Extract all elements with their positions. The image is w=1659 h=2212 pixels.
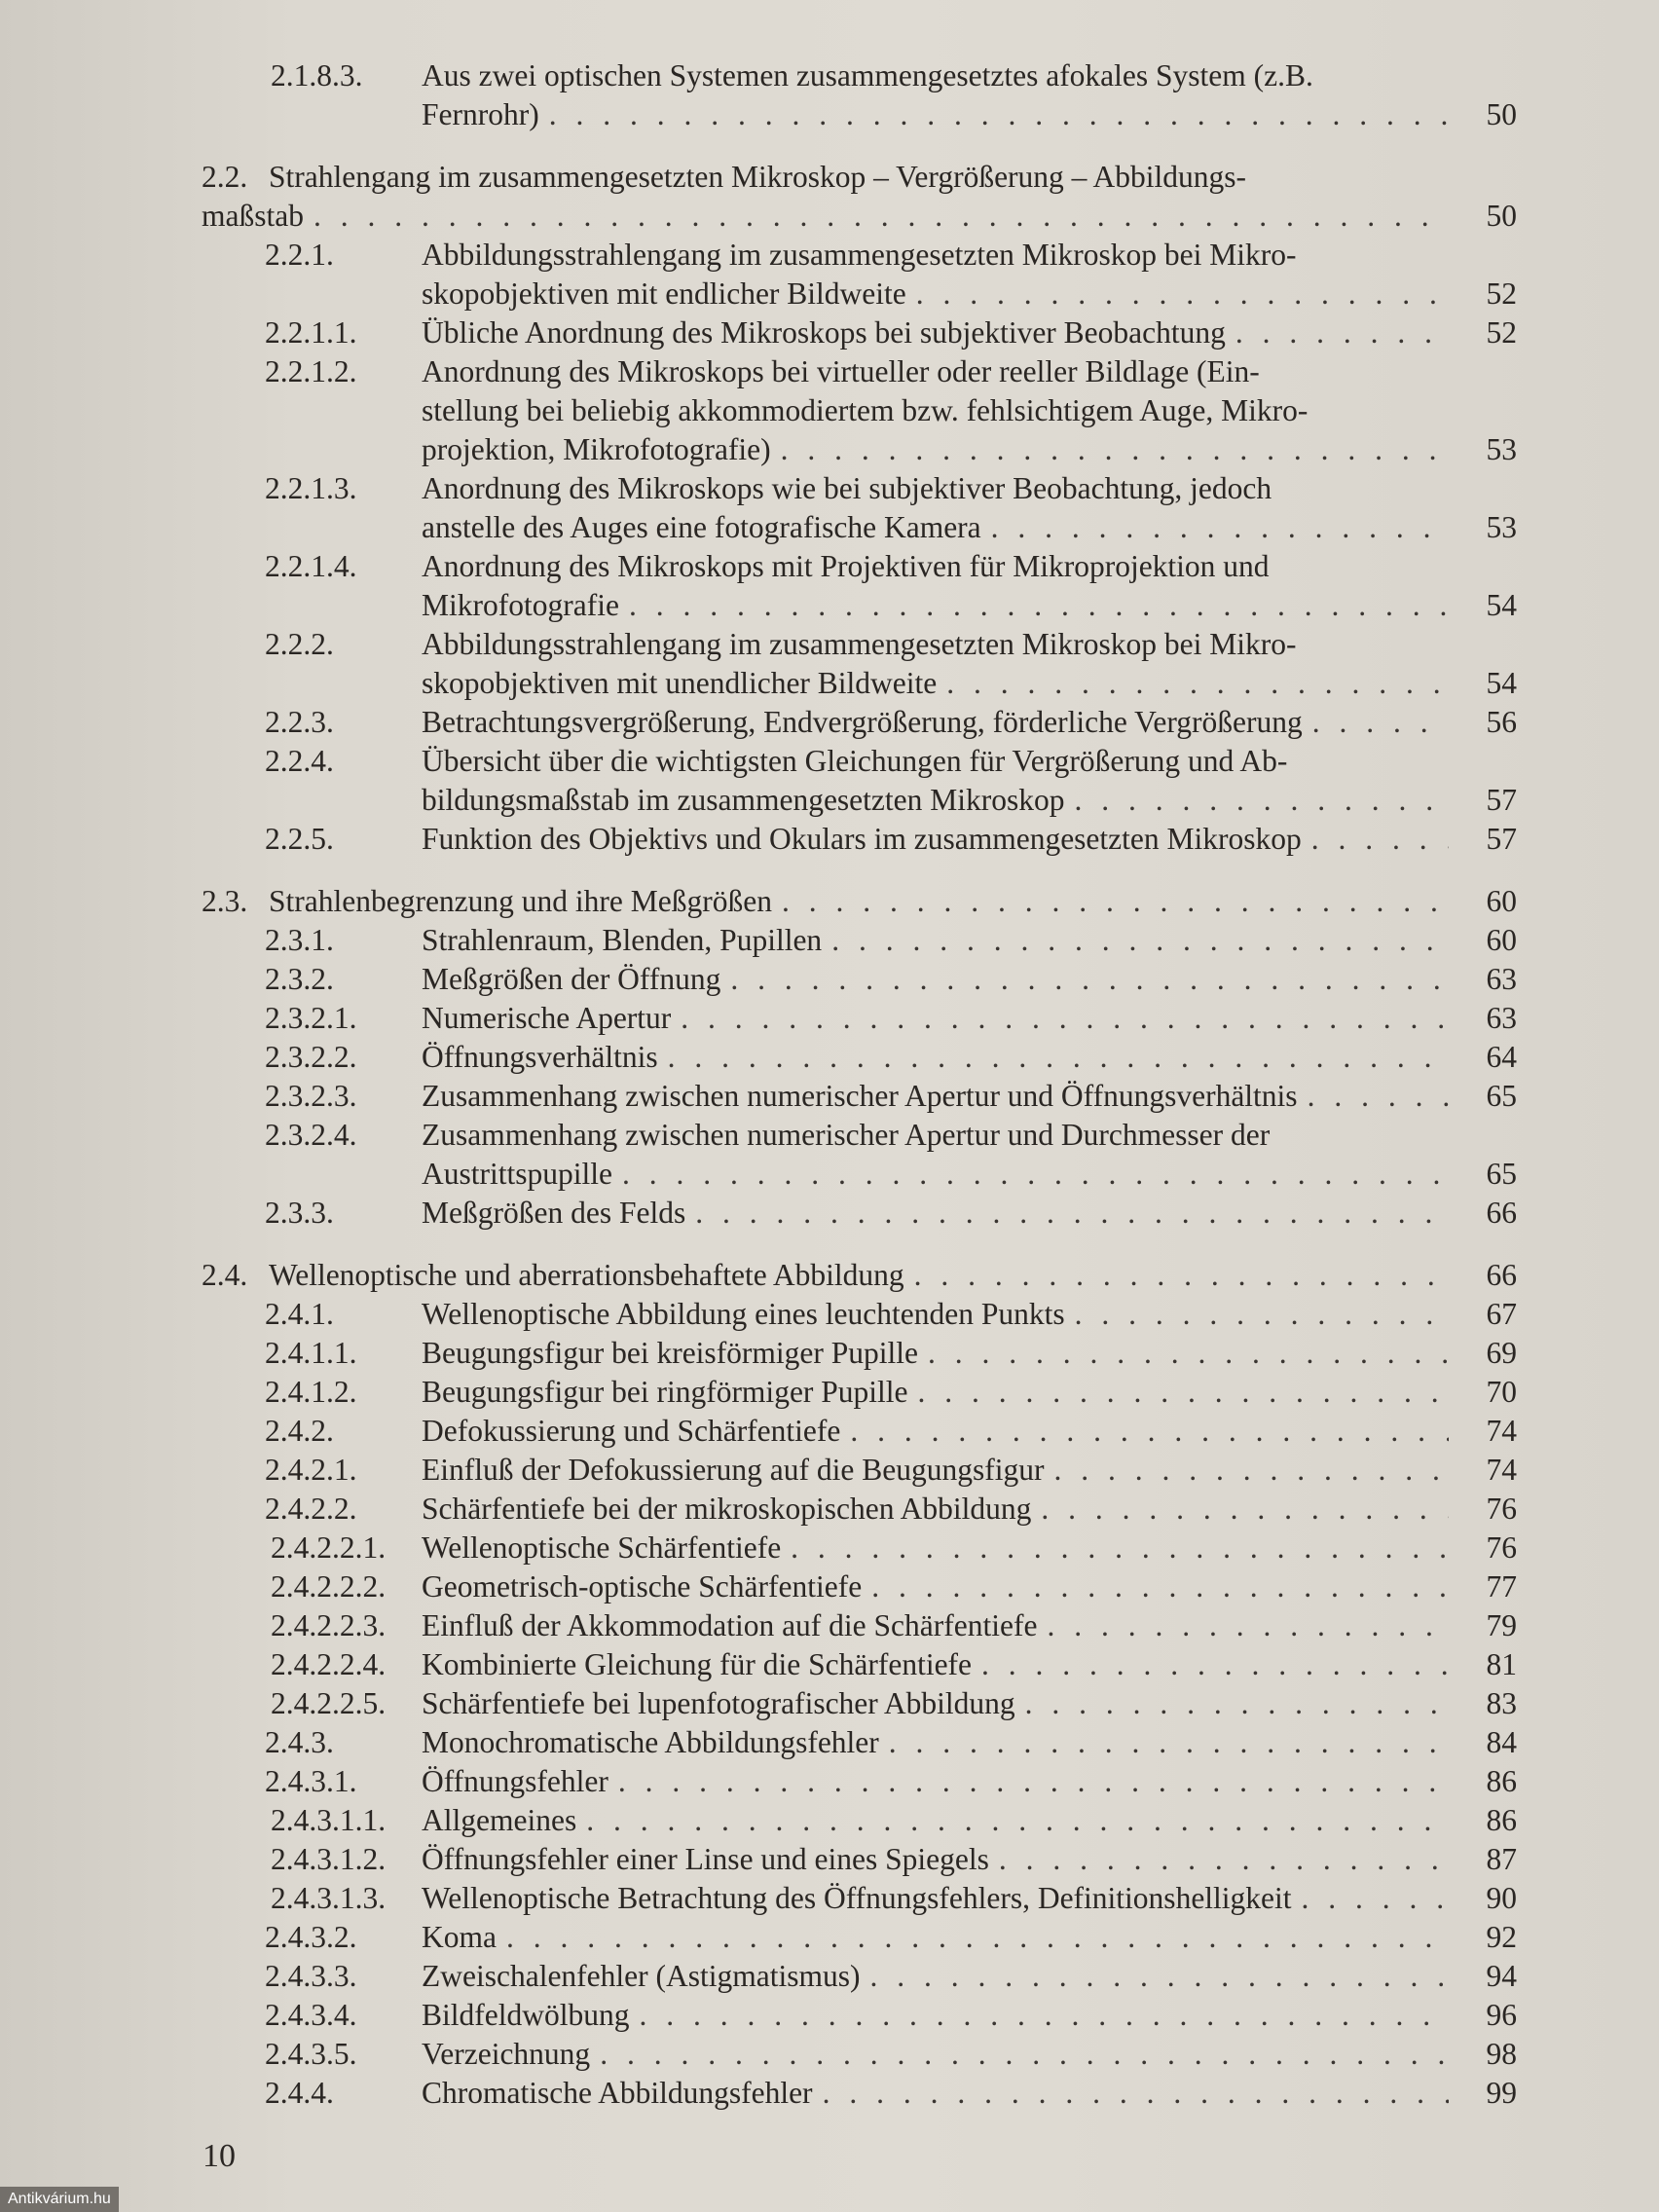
toc-entry-title: Funktion des Objektivs und Okulars im zusammengesetzten Mikroskop (422, 822, 1302, 856)
watermark: Antikvárium.hu (0, 2187, 119, 2212)
toc-entry-title: Anordnung des Mikroskops mit Projektiven für Mikroprojektion und (422, 549, 1270, 583)
toc-entry-page: 50 (1486, 199, 1517, 233)
toc-entry-number: 2.4.2.2. (265, 1492, 357, 1526)
toc-entry-page: 56 (1486, 705, 1517, 739)
toc-entry-number: 2.3.2.4. (265, 1118, 357, 1152)
leader-dots (1053, 1451, 1449, 1490)
toc-line (0, 1606, 1659, 1645)
leader-dots (889, 1723, 1449, 1762)
toc-line (0, 469, 1659, 508)
toc-entry-title: Öffnungsfehler (422, 1764, 608, 1798)
toc-entry-page: 64 (1486, 1040, 1517, 1074)
toc-entry-title: Fernrohr) (422, 97, 539, 131)
toc-entry-title: Zusammenhang zwischen numerischer Apertur und Öffnungsverhältnis (422, 1079, 1298, 1113)
toc-entry-number: 2.2.2. (265, 627, 334, 661)
toc-entry-number: 2.2.1.2. (265, 354, 357, 388)
toc-line (0, 1155, 1659, 1194)
leader-dots (506, 1918, 1449, 1957)
toc-entry-title: Übliche Anordnung des Mikroskops bei subjektiver Beobachtung (422, 315, 1226, 350)
toc-line (0, 236, 1659, 275)
toc-line (0, 1451, 1659, 1490)
toc-entry-page: 96 (1486, 1998, 1517, 2032)
leader-dots (999, 1840, 1449, 1879)
toc-entry-page: 98 (1486, 2037, 1517, 2071)
toc-line (0, 1529, 1659, 1567)
toc-entry-title: Beugungsfigur bei kreisförmiger Pupille (422, 1336, 919, 1370)
toc-entry-number: 2.2. (202, 160, 248, 194)
toc-line (0, 95, 1659, 134)
toc-line (0, 1840, 1659, 1879)
leader-dots (1075, 781, 1449, 820)
toc-line (0, 1957, 1659, 1996)
toc-entry-title: stellung bei beliebig akkommodiertem bzw. fehlsichtigem Auge, Mikro- (422, 393, 1309, 427)
toc-line (0, 1077, 1659, 1116)
toc-line (0, 921, 1659, 960)
toc-line (0, 56, 1659, 95)
toc-entry-number: 2.3.3. (265, 1196, 334, 1230)
leader-dots (549, 95, 1449, 134)
toc-entry-title: Einfluß der Akkommodation auf die Schärfentiefe (422, 1608, 1038, 1642)
leader-dots (668, 1038, 1449, 1077)
toc-entry-title: Beugungsfigur bei ringförmiger Pupille (422, 1375, 908, 1409)
toc-entry-page: 54 (1486, 588, 1517, 622)
toc-entry-page: 86 (1486, 1803, 1517, 1837)
toc-entry-page: 54 (1486, 666, 1517, 700)
toc-entry-number: 2.4.2.2.4. (271, 1647, 387, 1681)
toc-line (0, 313, 1659, 352)
toc-entry-title: skopobjektiven mit endlicher Bildweite (422, 276, 906, 311)
toc-entry-number: 2.3.2.1. (265, 1001, 357, 1035)
toc-entry-page: 74 (1486, 1414, 1517, 1448)
toc-entry-page: 99 (1486, 2076, 1517, 2110)
toc-entry-number: 2.2.1.3. (265, 471, 357, 505)
toc-entry-title: Strahlenbegrenzung und ihre Meßgrößen (269, 884, 772, 918)
leader-dots (1047, 1606, 1449, 1645)
toc-entry-number: 2.2.3. (265, 705, 334, 739)
toc-line (0, 1295, 1659, 1334)
leader-dots (618, 1762, 1449, 1801)
toc-entry-page: 86 (1486, 1764, 1517, 1798)
toc-line (0, 352, 1659, 391)
toc-entry-page: 57 (1486, 783, 1517, 817)
toc-entry-title: Zweischalenfehler (Astigmatismus) (422, 1959, 861, 1993)
toc-entry-number: 2.3.2.2. (265, 1040, 357, 1074)
leader-dots (695, 1194, 1449, 1233)
toc-entry-title: Schärfentiefe bei lupenfotografischer Abbildung (422, 1686, 1015, 1720)
toc-entry-title: Strahlengang im zusammengesetzten Mikroskop – Vergrößerung – Abbildungs- (269, 160, 1247, 194)
toc-entry-page: 57 (1486, 822, 1517, 856)
toc-entry-page: 90 (1486, 1881, 1517, 1915)
toc-entry-title: Meßgrößen der Öffnung (422, 962, 721, 996)
leader-dots (629, 586, 1449, 625)
toc-line (0, 197, 1659, 236)
toc-line (0, 1567, 1659, 1606)
toc-line (0, 275, 1659, 313)
toc-entry-page: 67 (1486, 1297, 1517, 1331)
toc-line (0, 1879, 1659, 1918)
toc-entry-page: 87 (1486, 1842, 1517, 1876)
toc-line (0, 882, 1659, 921)
toc-entry-title: maßstab (202, 199, 304, 233)
leader-dots (1312, 703, 1449, 742)
leader-dots (823, 2074, 1449, 2113)
leader-dots (791, 1529, 1449, 1567)
toc-entry-page: 70 (1486, 1375, 1517, 1409)
toc-entry-number: 2.4.3.5. (265, 2037, 357, 2071)
toc-entry-title: Anordnung des Mikroskops bei virtueller oder reeller Bildlage (Ein- (422, 354, 1260, 388)
leader-dots (928, 1334, 1449, 1373)
toc-entry-title: Wellenoptische Schärfentiefe (422, 1530, 782, 1565)
toc-entry-title: anstelle des Auges eine fotografische Kamera (422, 510, 981, 544)
toc-entry-title: Koma (422, 1920, 497, 1954)
toc-line (0, 586, 1659, 625)
leader-dots (600, 2035, 1449, 2074)
leader-dots (781, 430, 1449, 469)
toc-entry-title: skopobjektiven mit unendlicher Bildweite (422, 666, 938, 700)
leader-dots (1075, 1295, 1449, 1334)
toc-entry-page: 60 (1486, 884, 1517, 918)
toc-entry-title: Wellenoptische Abbildung eines leuchtenden Punkts (422, 1297, 1065, 1331)
toc-line (0, 703, 1659, 742)
toc-entry-page: 84 (1486, 1725, 1517, 1759)
toc-line (0, 1723, 1659, 1762)
leader-dots (1308, 1077, 1449, 1116)
toc-entry-number: 2.4.2.2.1. (271, 1530, 387, 1565)
toc-line (0, 960, 1659, 999)
toc-entry-number: 2.2.1.4. (265, 549, 357, 583)
toc-entry-title: Meßgrößen des Felds (422, 1196, 686, 1230)
toc-entry-title: Numerische Apertur (422, 1001, 672, 1035)
toc-entry-number: 2.4.2.2.2. (271, 1569, 387, 1604)
toc-entry-number: 2.2.1. (265, 238, 334, 272)
toc-line (0, 1801, 1659, 1840)
toc-entry-title: projektion, Mikrofotografie) (422, 432, 771, 466)
leader-dots (313, 197, 1449, 236)
toc-entry-number: 2.4.2.2.5. (271, 1686, 387, 1720)
leader-dots (918, 1373, 1449, 1412)
toc-line (0, 1256, 1659, 1295)
table-of-contents (0, 56, 1659, 2113)
toc-entry-number: 2.3.1. (265, 923, 334, 957)
leader-dots (831, 921, 1449, 960)
toc-entry-number: 2.3.2.3. (265, 1079, 357, 1113)
toc-entry-number: 2.4.1.2. (265, 1375, 357, 1409)
leader-dots (916, 275, 1449, 313)
leader-dots (1302, 1879, 1449, 1918)
toc-line (0, 999, 1659, 1038)
toc-line (0, 820, 1659, 859)
toc-entry-number: 2.2.4. (265, 744, 334, 778)
toc-entry-title: Zusammenhang zwischen numerischer Apertur und Durchmesser der (422, 1118, 1271, 1152)
toc-line (0, 2035, 1659, 2074)
toc-entry-page: 60 (1486, 923, 1517, 957)
toc-entry-title: Strahlenraum, Blenden, Pupillen (422, 923, 823, 957)
toc-entry-title: Abbildungsstrahlengang im zusammengesetzten Mikroskop bei Mikro- (422, 627, 1297, 661)
toc-line (0, 1373, 1659, 1412)
toc-entry-title: Austrittspupille (422, 1157, 612, 1191)
toc-line (0, 1490, 1659, 1529)
toc-entry-title: Schärfentiefe bei der mikroskopischen Abbildung (422, 1492, 1032, 1526)
toc-entry-page: 69 (1486, 1336, 1517, 1370)
leader-dots (991, 508, 1449, 547)
leader-dots (681, 999, 1449, 1038)
toc-line (0, 1918, 1659, 1957)
toc-entry-number: 2.4. (202, 1258, 248, 1292)
leader-dots (1041, 1490, 1449, 1529)
toc-entry-number: 2.4.3.2. (265, 1920, 357, 1954)
toc-line (0, 1996, 1659, 2035)
toc-entry-page: 77 (1486, 1569, 1517, 1604)
toc-entry-page: 53 (1486, 432, 1517, 466)
leader-dots (1311, 820, 1449, 859)
toc-entry-page: 76 (1486, 1530, 1517, 1565)
toc-entry-number: 2.2.1.1. (265, 315, 357, 350)
toc-entry-title: Wellenoptische und aberrationsbehaftete Abbildung (269, 1258, 904, 1292)
toc-line (0, 391, 1659, 430)
leader-dots (850, 1412, 1449, 1451)
toc-entry-title: Kombinierte Gleichung für die Schärfentiefe (422, 1647, 973, 1681)
leader-dots (981, 1645, 1449, 1684)
toc-entry-title: Öffnungsfehler einer Linse und eines Spiegels (422, 1842, 989, 1876)
toc-entry-number: 2.4.3. (265, 1725, 334, 1759)
toc-entry-title: Öffnungsverhältnis (422, 1040, 658, 1074)
toc-line (0, 781, 1659, 820)
toc-line (0, 508, 1659, 547)
toc-entry-number: 2.4.1.1. (265, 1336, 357, 1370)
toc-entry-title: Betrachtungsvergrößerung, Endvergrößerung, förderliche Vergrößerung (422, 705, 1303, 739)
leader-dots (946, 664, 1449, 703)
toc-line (0, 547, 1659, 586)
leader-dots (914, 1256, 1449, 1295)
leader-dots (871, 1567, 1449, 1606)
toc-line (0, 1116, 1659, 1155)
toc-entry-number: 2.4.3.1.2. (271, 1842, 387, 1876)
leader-dots (870, 1957, 1450, 1996)
toc-entry-page: 52 (1486, 315, 1517, 350)
toc-entry-number: 2.3. (202, 884, 248, 918)
leader-dots (622, 1155, 1449, 1194)
toc-line (0, 664, 1659, 703)
toc-entry-number: 2.4.4. (265, 2076, 334, 2110)
toc-entry-number: 2.4.3.1. (265, 1764, 357, 1798)
toc-entry-page: 50 (1486, 97, 1517, 131)
toc-entry-number: 2.1.8.3. (271, 58, 363, 92)
toc-entry-title: Wellenoptische Betrachtung des Öffnungsfehlers, Definitionshelligkeit (422, 1881, 1292, 1915)
toc-entry-number: 2.4.3.1.3. (271, 1881, 387, 1915)
toc-entry-page: 66 (1486, 1258, 1517, 1292)
toc-entry-title: Bildfeldwölbung (422, 1998, 630, 2032)
toc-entry-page: 66 (1486, 1196, 1517, 1230)
toc-entry-page: 76 (1486, 1492, 1517, 1526)
toc-entry-number: 2.4.2.2.3. (271, 1608, 387, 1642)
toc-entry-number: 2.4.3.4. (265, 1998, 357, 2032)
toc-entry-title: Defokussierung und Schärfentiefe (422, 1414, 841, 1448)
toc-entry-page: 79 (1486, 1608, 1517, 1642)
toc-entry-page: 92 (1486, 1920, 1517, 1954)
toc-entry-page: 52 (1486, 276, 1517, 311)
toc-line (0, 430, 1659, 469)
toc-entry-title: Geometrisch-optische Schärfentiefe (422, 1569, 863, 1604)
toc-entry-page: 63 (1486, 962, 1517, 996)
toc-line (0, 1334, 1659, 1373)
toc-line (0, 2074, 1659, 2113)
toc-entry-number: 2.4.1. (265, 1297, 334, 1331)
toc-entry-title: Übersicht über die wichtigsten Gleichungen für Vergrößerung und Ab- (422, 744, 1288, 778)
leader-dots (782, 882, 1449, 921)
toc-entry-page: 74 (1486, 1453, 1517, 1487)
toc-entry-title: Abbildungsstrahlengang im zusammengesetzten Mikroskop bei Mikro- (422, 238, 1297, 272)
toc-line (0, 1412, 1659, 1451)
toc-line (0, 1645, 1659, 1684)
toc-line (0, 1684, 1659, 1723)
toc-entry-number: 2.4.3.1.1. (271, 1803, 387, 1837)
toc-entry-title: Verzeichnung (422, 2037, 591, 2071)
toc-entry-title: Chromatische Abbildungsfehler (422, 2076, 813, 2110)
toc-line (0, 1038, 1659, 1077)
toc-entry-title: Einfluß der Defokussierung auf die Beugungsfigur (422, 1453, 1045, 1487)
toc-entry-title: bildungsmaßstab im zusammengesetzten Mikroskop (422, 783, 1065, 817)
leader-dots (1235, 313, 1449, 352)
toc-entry-page: 81 (1486, 1647, 1517, 1681)
toc-line (0, 742, 1659, 781)
leader-dots (640, 1996, 1450, 2035)
toc-line (0, 1194, 1659, 1233)
leader-dots (1025, 1684, 1449, 1723)
toc-entry-title: Anordnung des Mikroskops wie bei subjektiver Beobachtung, jedoch (422, 471, 1272, 505)
toc-entry-page: 63 (1486, 1001, 1517, 1035)
toc-line (0, 158, 1659, 197)
toc-entry-page: 65 (1486, 1079, 1517, 1113)
toc-entry-title: Allgemeines (422, 1803, 577, 1837)
toc-entry-page: 94 (1486, 1959, 1517, 1993)
page-number: 10 (203, 2138, 236, 2174)
leader-dots (586, 1801, 1449, 1840)
toc-line (0, 625, 1659, 664)
toc-entry-title: Mikrofotografie (422, 588, 619, 622)
toc-entry-number: 2.3.2. (265, 962, 334, 996)
toc-entry-number: 2.4.2. (265, 1414, 334, 1448)
toc-entry-page: 65 (1486, 1157, 1517, 1191)
toc-entry-number: 2.4.3.3. (265, 1959, 357, 1993)
leader-dots (730, 960, 1449, 999)
toc-entry-title: Monochromatische Abbildungsfehler (422, 1725, 879, 1759)
toc-entry-page: 53 (1486, 510, 1517, 544)
toc-entry-number: 2.2.5. (265, 822, 334, 856)
toc-entry-number: 2.4.2.1. (265, 1453, 357, 1487)
toc-entry-title: Aus zwei optischen Systemen zusammengesetztes afokales System (z.B. (422, 58, 1313, 92)
toc-line (0, 1762, 1659, 1801)
toc-entry-page: 83 (1486, 1686, 1517, 1720)
